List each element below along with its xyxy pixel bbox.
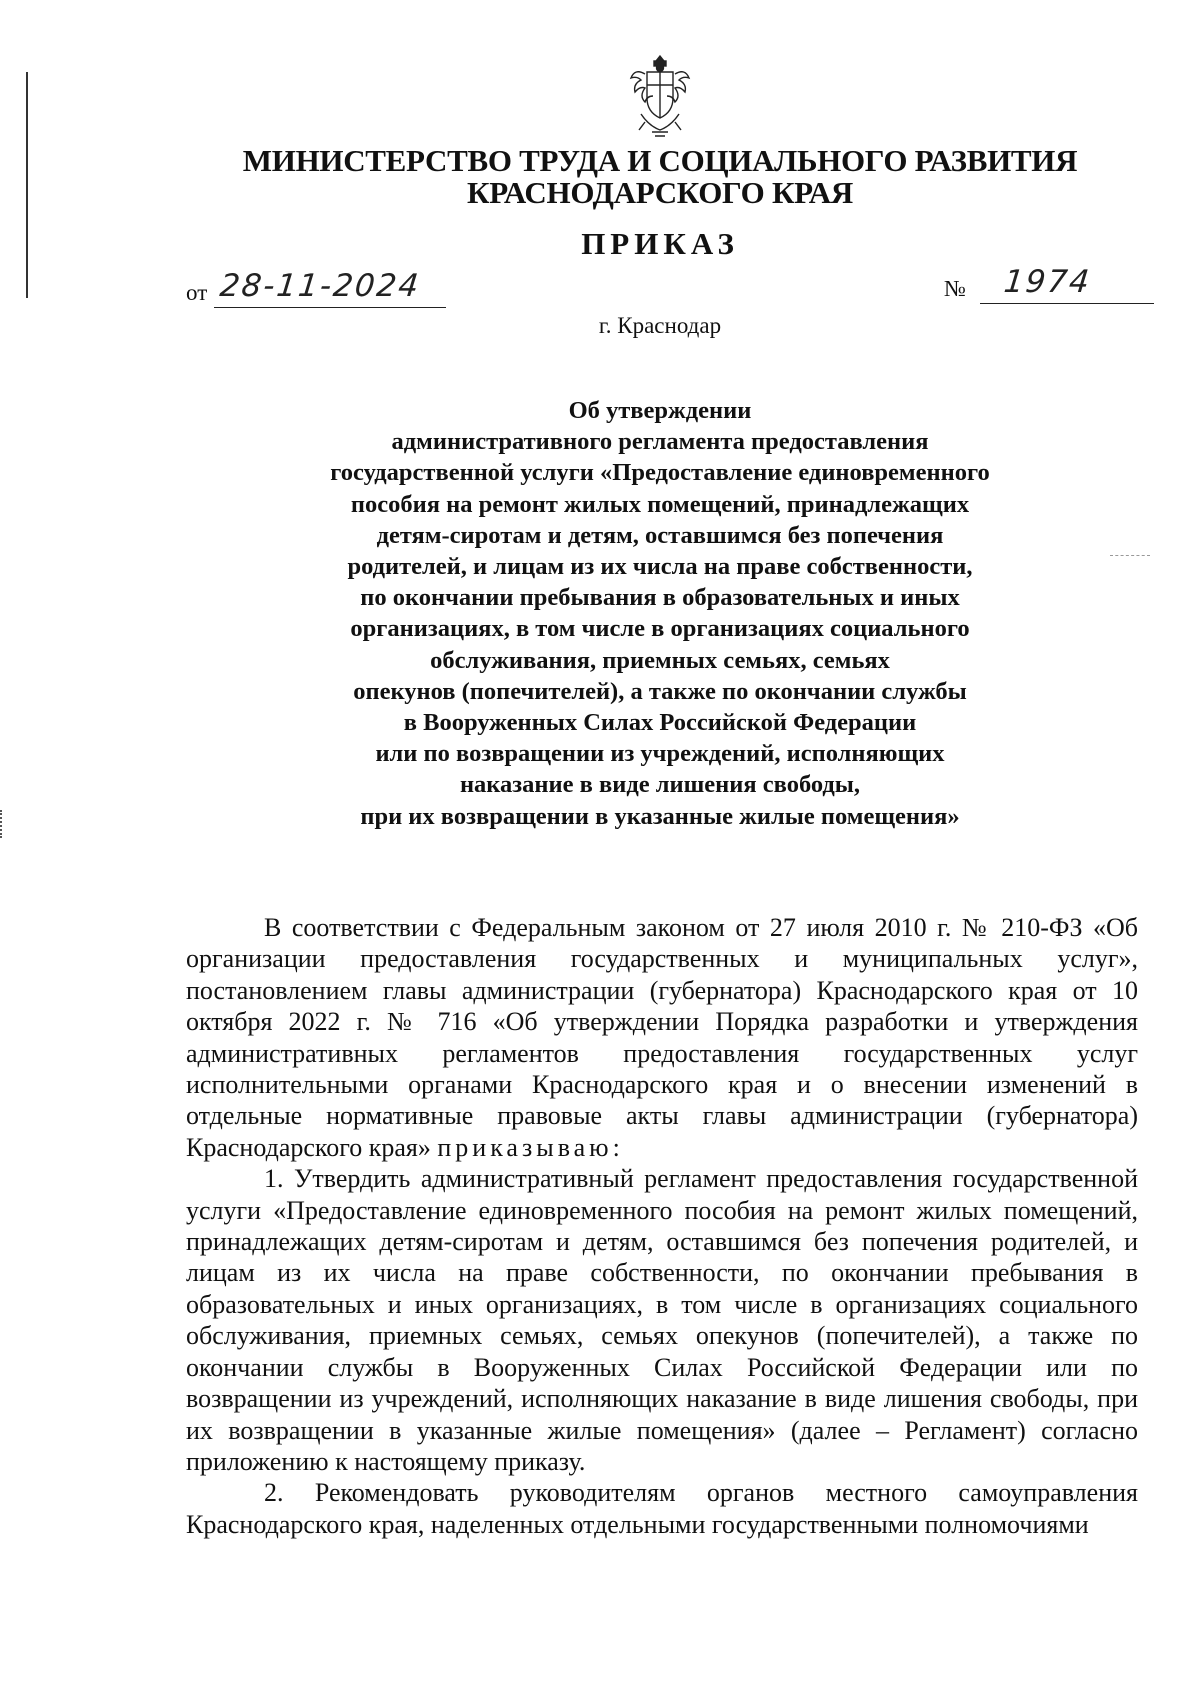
handwritten-number: 1974 (1002, 264, 1093, 300)
subject-line: пособия на ремонт жилых помещений, принадлежащих (350, 490, 970, 518)
subject-line: по окончании пребывания в образовательных и иных (360, 584, 960, 612)
ministry-line-1: МИНИСТЕРСТВО ТРУДА И СОЦИАЛЬНОГО РАЗВИТИЯ (242, 143, 1078, 178)
subject-line: детям-сиротам и детям, оставшимся без попечения (376, 521, 944, 549)
item-2-paragraph: 2. Рекомендовать руководителям органов местного самоуправления Краснодарского края, наделенных отдельными государственными полномочиями (186, 1478, 1138, 1539)
subject-line: опекунов (попечителей), а также по окончании службы (353, 677, 967, 705)
issue-city: г. Краснодар (598, 313, 722, 338)
subject-line: организациях, в том числе в организациях социального (350, 615, 970, 643)
number-prefix: № (944, 276, 966, 301)
order-subject (260, 395, 1060, 832)
handwritten-date: 28-11-2024 (218, 268, 423, 304)
date-prefix: от (186, 280, 208, 305)
order-word: приказываю: (437, 1132, 624, 1162)
subject-line: обслуживания, приемных семьях, семьях (430, 646, 890, 674)
order-date-field (186, 268, 446, 312)
date-underline (214, 307, 446, 308)
ministry-line-2: КРАСНОДАРСКОГО КРАЯ (467, 175, 853, 210)
subject-line: или по возвращении из учреждений, исполняющих (375, 740, 945, 768)
subject-line: в Вооруженных Силах Российской Федерации (403, 709, 917, 737)
order-number-field (944, 264, 1154, 308)
number-underline (980, 303, 1154, 304)
ministry-name (160, 145, 1160, 209)
subject-line: государственной услуги «Предоставление единовременного (330, 459, 990, 487)
document-type: ПРИКАЗ (581, 226, 739, 261)
subject-line: наказание в виде лишения свободы, (459, 771, 861, 799)
preamble-text: В соответствии с Федеральным законом от 27 июля 2010 г. № 210-ФЗ «Об организации предоставления государственных и муниципальных услуг», постановлением главы администрации (губернатора) Краснодарского края от 10 октября 2022 г. № 716 «Об утверждении Порядка разработки и утверждения административных регламентов предоставления государственных услуг исполнительными органами Краснодарского края и о внесении изменений в отдельные нормативные правовые акты главы администрации (губернатора) Краснодарского края» (186, 913, 1138, 1162)
scan-edge-mark (26, 72, 28, 298)
preamble-paragraph (186, 912, 1138, 1163)
subject-line: при их возвращении в указанные жилые помещения» (360, 802, 960, 830)
subject-line: Об утверждении (568, 397, 752, 424)
item-1-paragraph: 1. Утвердить административный регламент предоставления государственной услуги «Предоставление единовременного пособия на ремонт жилых помещений, принадлежащих детям-сиротам и детям, оставшимся без попечения родителей, и лицам из их числа на праве собственности, по окончании пребывания в образовательных и иных организациях, в том числе в организациях социального обслуживания, приемных семьях, семьях опекунов (попечителей), а также по окончании службы в Вооруженных Силах Российской Федерации или по возвращении из учреждений, исполняющих наказание в виде лишения свободы, при их возвращении в указанные жилые помещения» (далее – Регламент) согласно приложению к настоящему приказу. (186, 1164, 1138, 1476)
scan-artifact (1110, 555, 1150, 556)
coat-of-arms-icon (627, 52, 693, 142)
subject-line: административного регламента предоставления (391, 428, 929, 456)
order-body (186, 912, 1138, 1540)
subject-line: родителей, и лицам из их числа на праве собственности, (347, 553, 973, 581)
scan-hole-mark (0, 810, 10, 838)
